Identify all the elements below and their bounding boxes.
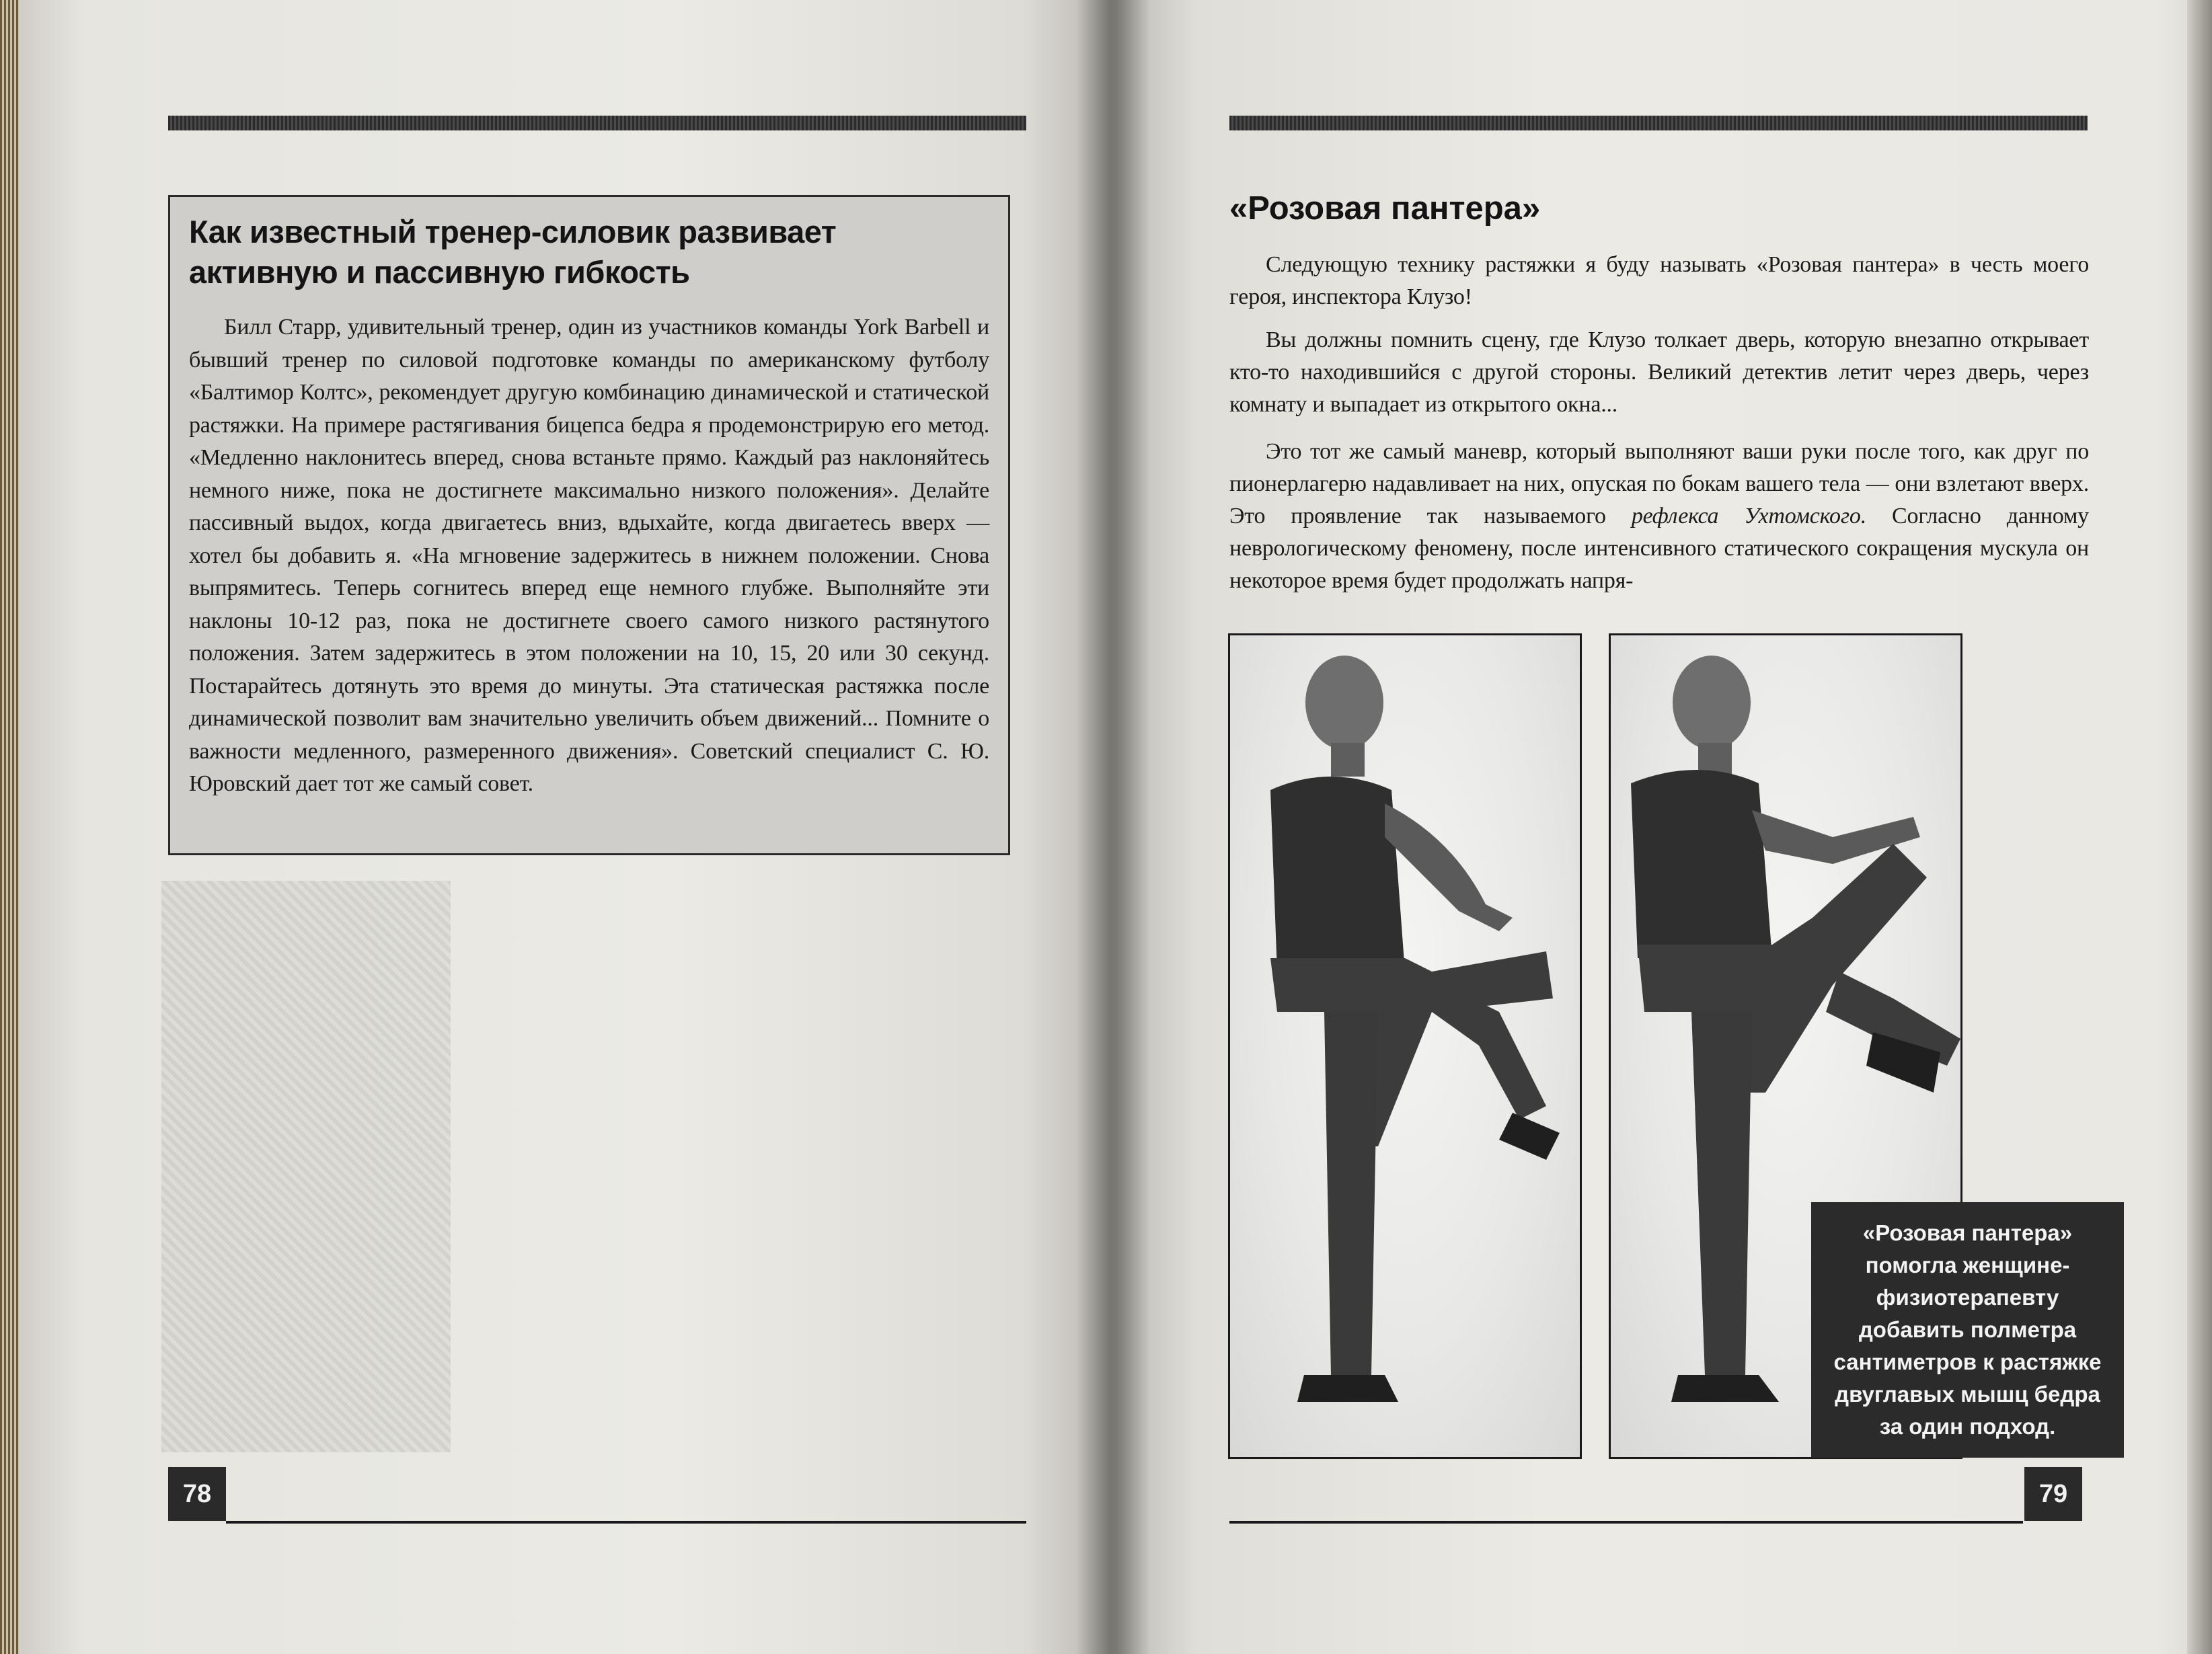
page-number-right: 79: [2024, 1467, 2082, 1521]
paragraph-3-italic: рефлекса Ухтомского.: [1631, 504, 1866, 528]
bleed-through-text: [463, 874, 1041, 1479]
section-heading: «Розовая пантера»: [1229, 190, 1541, 227]
right-bottom-rule: [1229, 1521, 2023, 1524]
page-number-left: 78: [168, 1467, 226, 1521]
paragraph-3-end: Согласно данному неврологическому феномену, после интенсивного статического сокращения мускула он некоторое время будет продолжать напря-: [1229, 504, 2089, 593]
paragraph-3-start: Это тот же самый маневр, который выполняют ваши руки после того, как друг по пионерлагерю надавливает на них, опуская по бокам вашего тела — они взлетают вверх. Это проявление так называемого: [1229, 439, 2089, 528]
figure-silhouette: [1230, 635, 1580, 1457]
left-top-rule: [168, 116, 1026, 130]
paragraph-1: Следующую технику растяжки я буду называть «Розовая пантера» в честь моего героя, инспектора Клузо!: [1229, 252, 2089, 309]
left-page-edges: [0, 0, 19, 1654]
sidebar-title: Как известный тренер-силовик развивает активную и пассивную гибкость: [189, 214, 837, 290]
paragraph-2: Вы должны помнить сцену, где Клузо толкает дверь, которую внезапно открывает кто-то находившийся с другой стороны. Великий детектив летит через дверь, через комнату и выпадает из открытого окна...: [1229, 327, 2089, 417]
left-bottom-rule: [226, 1521, 1026, 1524]
sidebar-box: [168, 195, 1010, 855]
right-top-rule: [1229, 116, 2088, 130]
spine-shadow: [1076, 0, 1150, 1654]
right-page-edges: [2187, 0, 2212, 1654]
bleed-through-photo: [161, 881, 451, 1452]
sidebar-body: Билл Старр, удивительный тренер, один из участников команды York Barbell и бывший тренер по силовой подготовке команды по американскому футболу «Балтимор Колтс», рекомендует другую комбинацию динамической и статической растяжки. На примере растягивания бицепса бедра я продемонстрирую его метод. «Медленно наклонитесь вперед, снова встаньте прямо. Каждый раз наклоняйтесь немного ниже, пока не достигнете максимально низкого положения». Делайте пассивный выдох, когда двигаетесь вниз, вдыхайте, когда двигаетесь вверх — хотел бы добавить я. «На мгновение задержитесь в нижнем положении. Снова выпрямитесь. Теперь согнитесь вперед еще немного глубже. Выполняйте эти наклоны 10-12 раз, пока не достигнете своего самого низкого растянутого положения. Затем задержитесь в этом положении на 10, 15, 20 или 30 секунд. Постарайтесь дотянуть это время до минуты. Эта статическая растяжка после динамической позволит вам значительно увеличить объем движений... Помните о важности медленного, размеренного движения». Советский специалист С. Ю. Юровский дает тот же самый совет.: [189, 315, 989, 796]
exercise-photo-left: [1228, 633, 1582, 1459]
paragraph-3: [1229, 436, 2089, 597]
photo-caption: «Розовая пантера» помогла женщине-физиотерапевту добавить полметра сантиметров к растяжке двуглавых мышц бедра за один подход.: [1811, 1202, 2124, 1458]
